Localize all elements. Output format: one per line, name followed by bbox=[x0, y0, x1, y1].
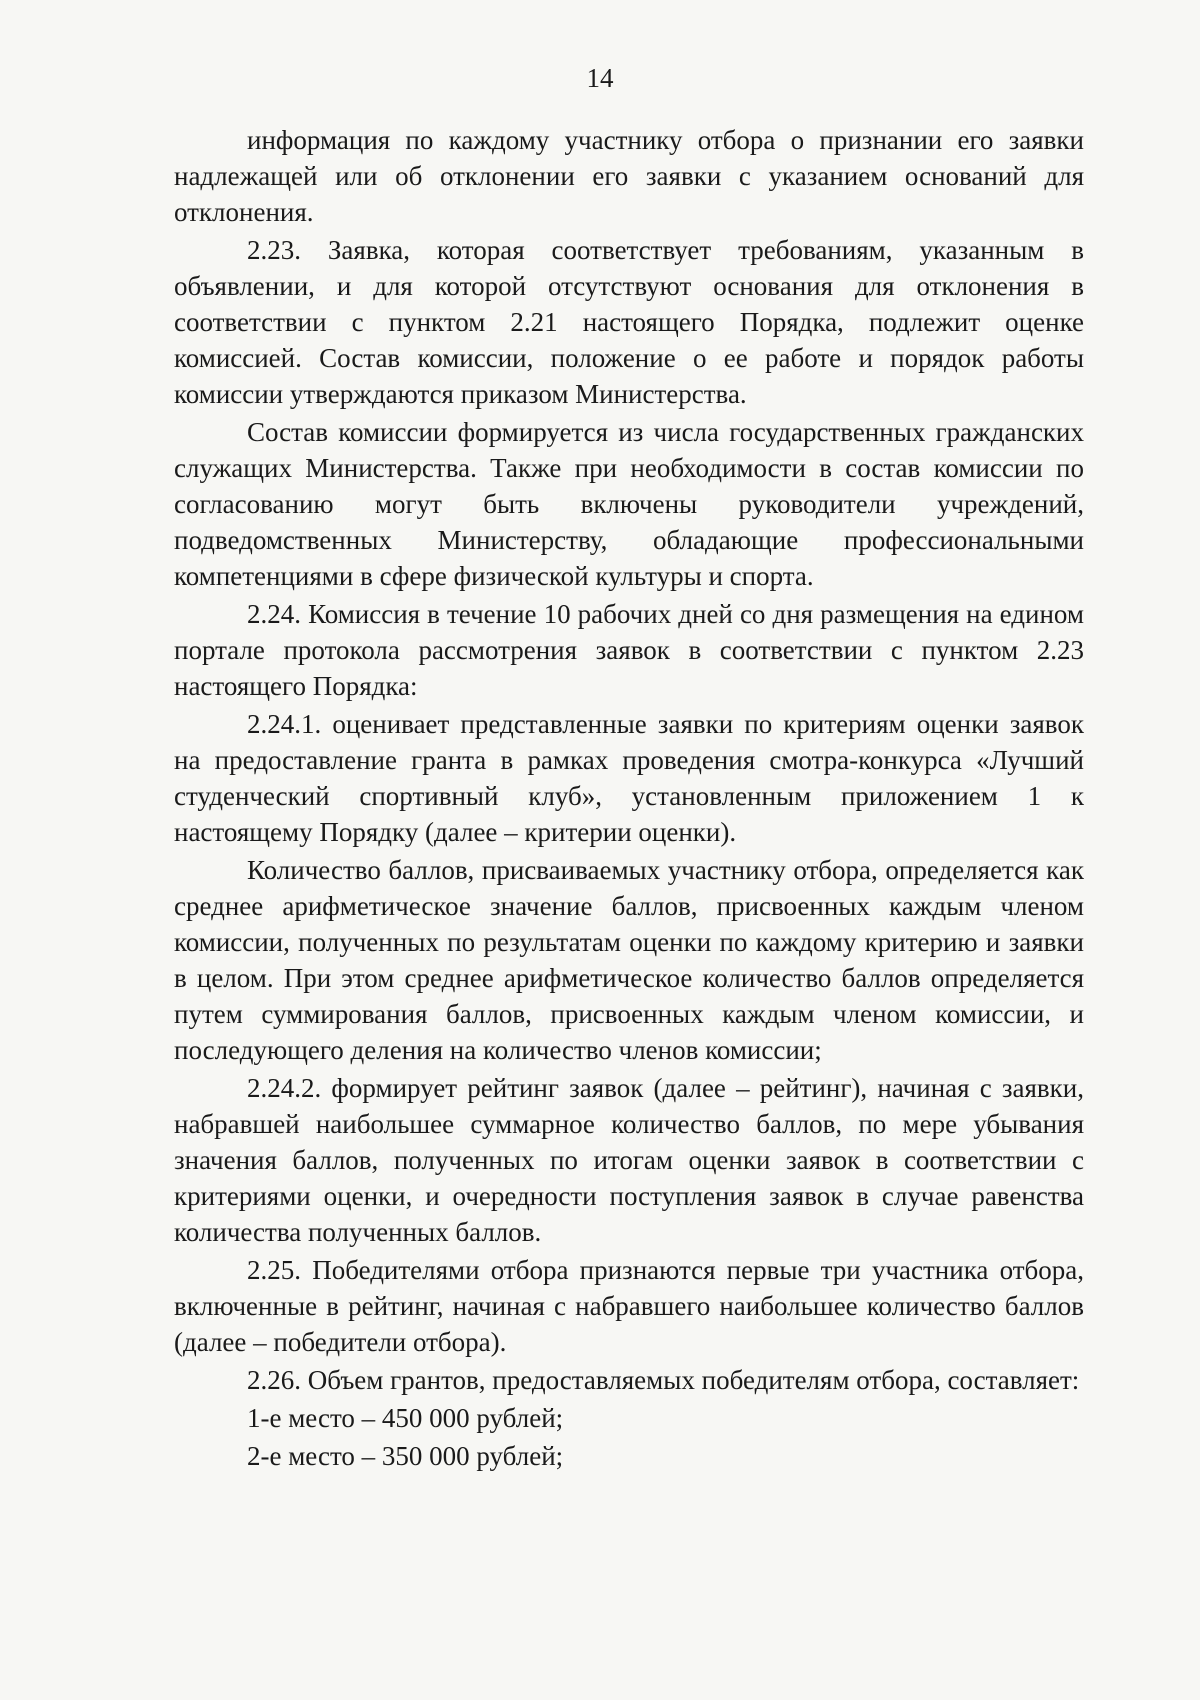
paragraph-2-26: 2.26. Объем грантов, предоставляемых победителям отбора, составляет: bbox=[247, 1365, 1080, 1395]
document-body bbox=[174, 122, 1084, 1474]
paragraph-2-24-1: 2.24.1. оценивает представленные заявки по критериям оценки заявок на предоставление гранта в рамках проведения смотра-конкурса «Лучший студенческий спортивный клуб», установленным приложением 1 к настоящему Порядку (далее – критерии оценки). bbox=[174, 709, 1084, 847]
paragraph-2-24-2: 2.24.2. формирует рейтинг заявок (далее – рейтинг), начиная с заявки, набравшей наибольшее суммарное количество баллов, по мере убывания значения баллов, полученных по итогам оценки заявок в соответствии с критериями оценки, и очередности поступления заявок в случае равенства количества полученных баллов. bbox=[174, 1073, 1084, 1247]
paragraph-2-23: 2.23. Заявка, которая соответствует требованиям, указанным в объявлении, и для которой отсутствуют основания для отклонения в соответствии с пунктом 2.21 настоящего Порядка, подлежит оценке комиссией. Состав комиссии, положение о ее работе и порядок работы комиссии утверждаются приказом Министерства. bbox=[174, 235, 1084, 409]
list-item-first-place: 1-е место – 450 000 рублей; bbox=[247, 1403, 564, 1433]
list-item-second-place: 2-е место – 350 000 рублей; bbox=[247, 1441, 564, 1471]
paragraph-2-25: 2.25. Победителями отбора признаются первые три участника отбора, включенные в рейтинг, начиная с набравшего наибольшее количество баллов (далее – победители отбора). bbox=[174, 1255, 1084, 1357]
paragraph-commission-composition: Состав комиссии формируется из числа государственных гражданских служащих Министерства. Также при необходимости в состав комиссии по согласованию могут быть включены руководители учреждений, подведомственных Министерству, обладающие профессиональными компетенциями в сфере физической культуры и спорта. bbox=[174, 417, 1084, 591]
paragraph-application-info: информация по каждому участнику отбора о признании его заявки надлежащей или об отклонении его заявки с указанием оснований для отклонения. bbox=[174, 125, 1084, 227]
paragraph-score-calculation: Количество баллов, присваиваемых участнику отбора, определяется как среднее арифметическое значение баллов, присвоенных каждым членом комиссии, полученных по результатам оценки по каждому критерию и заявки в целом. При этом среднее арифметическое количество баллов определяется путем суммирования баллов, присвоенных каждым членом комиссии, и последующего деления на количество членов комиссии; bbox=[174, 855, 1084, 1065]
paragraph-2-24: 2.24. Комиссия в течение 10 рабочих дней со дня размещения на едином портале протокола рассмотрения заявок в соответствии с пунктом 2.23 настоящего Порядка: bbox=[174, 599, 1084, 701]
page-number: 14 bbox=[586, 63, 614, 93]
